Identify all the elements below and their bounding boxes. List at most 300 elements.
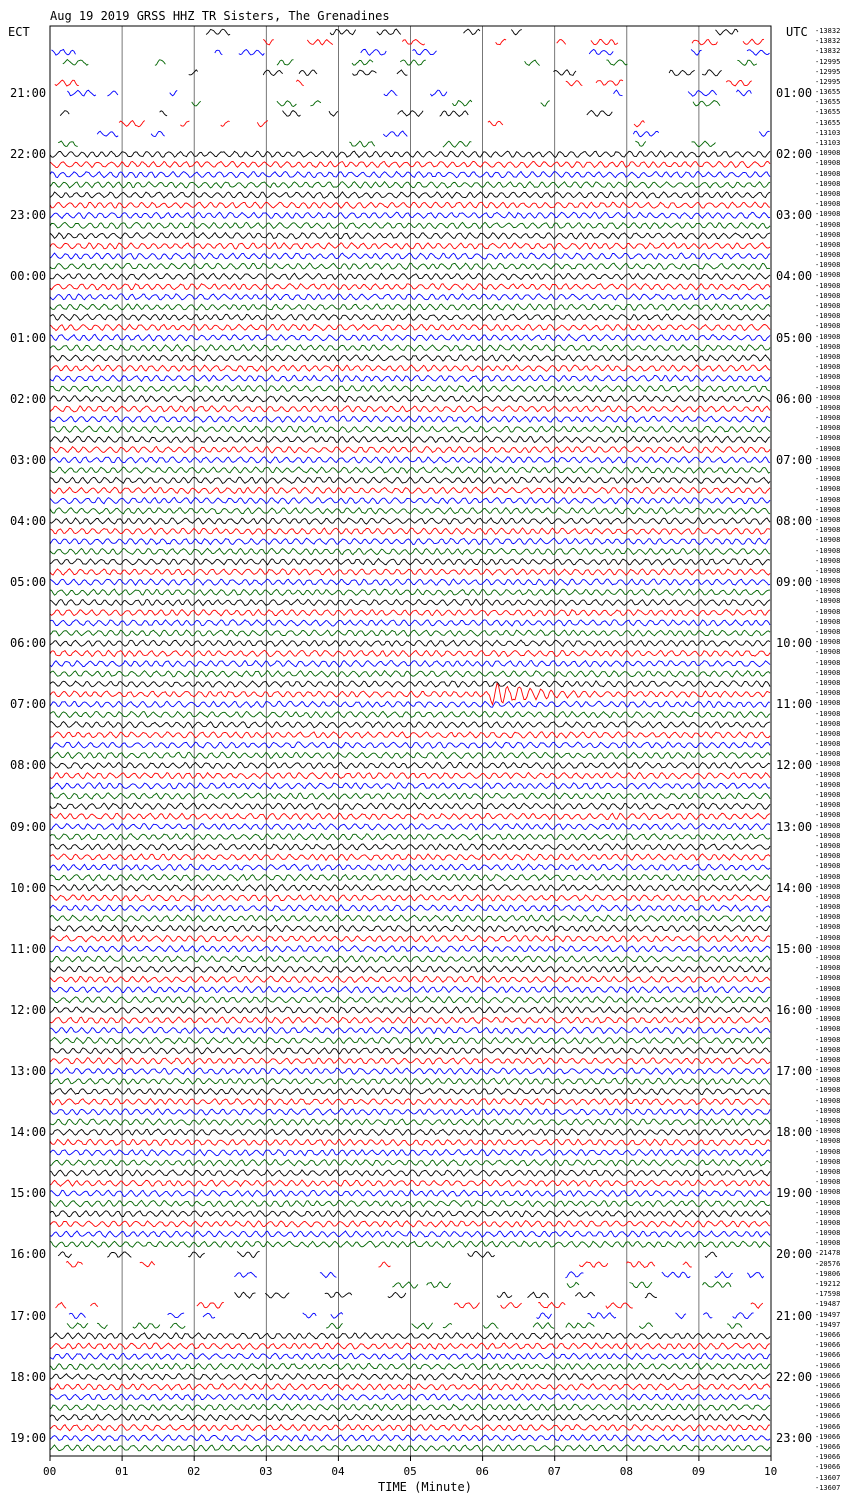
trace-line bbox=[50, 732, 770, 738]
trace-offset-label: -10908 bbox=[815, 801, 841, 810]
trace-line bbox=[50, 793, 770, 799]
trace-line bbox=[596, 80, 623, 85]
trace-row-50 bbox=[50, 538, 770, 544]
x-tick-label: 10 bbox=[764, 1465, 778, 1478]
trace-line bbox=[50, 365, 770, 371]
trace-offset-label: -10908 bbox=[815, 1106, 841, 1115]
trace-offset-label: -10908 bbox=[815, 393, 841, 402]
trace-line bbox=[97, 131, 118, 137]
trace-offset-label: -10908 bbox=[815, 546, 841, 555]
trace-line bbox=[299, 70, 317, 75]
trace-row-74 bbox=[50, 783, 770, 789]
right-hour-label: 11:00 bbox=[776, 697, 813, 712]
trace-offset-label: -20576 bbox=[815, 1259, 841, 1268]
trace-line bbox=[691, 49, 702, 55]
trace-line bbox=[533, 1323, 554, 1329]
trace-line bbox=[645, 1293, 657, 1298]
left-hour-label: 22:00 bbox=[10, 147, 47, 162]
trace-line bbox=[50, 905, 770, 911]
trace-line bbox=[50, 1190, 770, 1196]
trace-offset-label: -10908 bbox=[815, 577, 841, 586]
trace-row-83 bbox=[50, 874, 770, 880]
trace-line bbox=[50, 834, 770, 840]
trace-line bbox=[50, 386, 770, 392]
trace-offset-label: -10908 bbox=[815, 332, 841, 341]
trace-line bbox=[50, 294, 770, 300]
x-tick-label: 02 bbox=[187, 1465, 201, 1478]
trace-line bbox=[50, 640, 770, 646]
trace-line bbox=[50, 1180, 770, 1186]
trace-line bbox=[692, 40, 718, 45]
trace-line bbox=[635, 141, 646, 146]
trace-row-123 bbox=[392, 1282, 731, 1288]
trace-row-18 bbox=[50, 212, 770, 218]
trace-offset-label: -10908 bbox=[815, 974, 841, 983]
trace-offset-label: -13103 bbox=[815, 128, 841, 137]
trace-line bbox=[326, 1323, 343, 1328]
trace-row-105 bbox=[50, 1099, 770, 1105]
trace-line bbox=[50, 324, 770, 330]
trace-line bbox=[50, 1384, 770, 1390]
trace-line bbox=[383, 131, 407, 137]
trace-row-93 bbox=[50, 976, 770, 982]
trace-line bbox=[483, 1323, 498, 1328]
trace-offset-label: -10908 bbox=[815, 1239, 841, 1248]
trace-row-40 bbox=[50, 436, 770, 442]
trace-row-21 bbox=[50, 243, 770, 249]
trace-row-19 bbox=[50, 222, 770, 228]
trace-row-92 bbox=[50, 966, 770, 972]
trace-row-94 bbox=[50, 986, 770, 992]
trace-offset-label: -10908 bbox=[815, 913, 841, 922]
trace-offset-label: -10908 bbox=[815, 1198, 841, 1207]
trace-row-137 bbox=[50, 1425, 770, 1431]
trace-row-122 bbox=[234, 1272, 763, 1278]
time-gridlines bbox=[50, 26, 771, 1461]
trace-line bbox=[50, 1170, 770, 1176]
trace-line bbox=[733, 1313, 754, 1319]
trace-offset-label: -10908 bbox=[815, 1045, 841, 1054]
trace-offset-label: -10908 bbox=[815, 240, 841, 249]
trace-offset-label: -19066 bbox=[815, 1453, 841, 1462]
trace-row-7 bbox=[192, 100, 720, 106]
trace-row-37 bbox=[50, 406, 770, 412]
trace-offset-label: -19487 bbox=[815, 1300, 841, 1309]
trace-line bbox=[192, 101, 201, 106]
trace-row-133 bbox=[50, 1384, 770, 1390]
trace-row-8 bbox=[60, 110, 612, 116]
trace-row-14 bbox=[50, 172, 770, 178]
trace-row-90 bbox=[50, 946, 770, 952]
trace-row-64 bbox=[50, 681, 770, 687]
trace-line bbox=[55, 80, 79, 86]
trace-row-76 bbox=[50, 803, 770, 809]
trace-offset-label: -10908 bbox=[815, 465, 841, 474]
trace-row-129 bbox=[50, 1343, 770, 1349]
left-hour-label: 18:00 bbox=[10, 1369, 47, 1384]
trace-row-45 bbox=[50, 487, 770, 493]
trace-line bbox=[221, 121, 230, 126]
x-tick-label: 00 bbox=[43, 1465, 57, 1478]
trace-row-57 bbox=[50, 610, 770, 616]
trace-offset-label: -10908 bbox=[815, 556, 841, 565]
trace-offset-label: -13655 bbox=[815, 118, 841, 127]
trace-offset-label: -10908 bbox=[815, 607, 841, 616]
trace-line bbox=[50, 701, 770, 707]
trace-line bbox=[50, 711, 770, 717]
trace-line bbox=[538, 1302, 565, 1307]
trace-offset-label: -10908 bbox=[815, 780, 841, 789]
trace-row-81 bbox=[50, 854, 770, 860]
trace-line bbox=[50, 518, 770, 524]
left-hour-label: 23:00 bbox=[10, 208, 47, 223]
trace-line bbox=[50, 1058, 770, 1064]
trace-line bbox=[557, 40, 566, 45]
trace-offset-label: -10908 bbox=[815, 852, 841, 861]
trace-line bbox=[633, 131, 659, 137]
left-hour-label: 07:00 bbox=[10, 697, 47, 712]
trace-line bbox=[50, 569, 770, 575]
trace-line bbox=[397, 70, 408, 76]
trace-row-54 bbox=[50, 579, 770, 585]
trace-offset-label: -10908 bbox=[815, 587, 841, 596]
trace-line bbox=[107, 1252, 131, 1257]
left-timezone-label: ECT bbox=[8, 25, 30, 39]
trace-row-34 bbox=[50, 375, 770, 381]
trace-line bbox=[50, 559, 770, 565]
trace-row-56 bbox=[50, 599, 770, 605]
trace-offset-label: -10908 bbox=[815, 841, 841, 850]
trace-line bbox=[50, 1109, 770, 1115]
trace-row-23 bbox=[50, 263, 770, 269]
trace-row-96 bbox=[50, 1007, 770, 1013]
trace-line bbox=[90, 1303, 98, 1306]
trace-line bbox=[60, 111, 69, 116]
trace-offset-label: -10908 bbox=[815, 495, 841, 504]
trace-row-73 bbox=[50, 773, 770, 779]
trace-row-106 bbox=[50, 1109, 770, 1115]
trace-line bbox=[702, 70, 722, 76]
trace-offset-label: -10908 bbox=[815, 1167, 841, 1176]
trace-line bbox=[50, 508, 770, 514]
trace-line bbox=[97, 1323, 108, 1328]
trace-offset-label: -13607 bbox=[815, 1483, 841, 1492]
trace-offset-label: -10908 bbox=[815, 149, 841, 158]
trace-line bbox=[50, 1200, 770, 1206]
trace-offset-label: -10908 bbox=[815, 668, 841, 677]
left-hour-label: 09:00 bbox=[10, 819, 47, 834]
trace-row-84 bbox=[50, 885, 770, 891]
trace-line bbox=[715, 1272, 733, 1278]
trace-line bbox=[430, 90, 447, 96]
trace-offset-label: -10908 bbox=[815, 811, 841, 820]
trace-line bbox=[263, 39, 274, 45]
trace-line bbox=[379, 1262, 391, 1267]
trace-offset-label: -10908 bbox=[815, 475, 841, 484]
trace-line bbox=[239, 50, 264, 56]
trace-offset-label: -10908 bbox=[815, 689, 841, 698]
trace-line bbox=[50, 681, 770, 687]
trace-row-65 bbox=[50, 683, 770, 704]
trace-line bbox=[50, 997, 770, 1003]
right-hour-label: 14:00 bbox=[776, 880, 813, 895]
trace-line bbox=[50, 1048, 770, 1054]
trace-line bbox=[50, 742, 770, 748]
trace-offset-label: -10908 bbox=[815, 322, 841, 331]
trace-offset-label: -10908 bbox=[815, 597, 841, 606]
trace-line bbox=[140, 1262, 155, 1267]
trace-offset-label: -17598 bbox=[815, 1290, 841, 1299]
trace-offset-label: -10908 bbox=[815, 383, 841, 392]
trace-offset-label: -10908 bbox=[815, 729, 841, 738]
trace-line bbox=[579, 1262, 608, 1267]
trace-line bbox=[413, 50, 437, 55]
trace-row-138 bbox=[50, 1435, 770, 1441]
trace-line bbox=[537, 1313, 552, 1319]
right-hour-label: 02:00 bbox=[776, 147, 813, 162]
trace-line bbox=[412, 1323, 433, 1329]
trace-line bbox=[50, 1017, 770, 1023]
trace-row-27 bbox=[50, 304, 770, 310]
trace-line bbox=[50, 1333, 770, 1339]
right-hour-label: 01:00 bbox=[776, 86, 813, 101]
trace-line bbox=[50, 683, 770, 704]
trace-offset-label: -10908 bbox=[815, 628, 841, 637]
trace-line bbox=[50, 1414, 770, 1420]
trace-line bbox=[50, 355, 770, 361]
trace-row-68 bbox=[50, 722, 770, 728]
trace-line bbox=[50, 599, 770, 605]
trace-offset-label: -10908 bbox=[815, 984, 841, 993]
trace-line bbox=[747, 1273, 764, 1278]
trace-row-29 bbox=[50, 324, 770, 330]
trace-line bbox=[349, 141, 375, 147]
trace-offset-label: -10908 bbox=[815, 505, 841, 514]
trace-offset-label: -13607 bbox=[815, 1473, 841, 1482]
trace-line bbox=[50, 1139, 770, 1145]
trace-line bbox=[541, 101, 550, 106]
trace-offset-label: -19066 bbox=[815, 1351, 841, 1360]
trace-line bbox=[63, 60, 89, 66]
trace-offset-label: -10908 bbox=[815, 750, 841, 759]
trace-line bbox=[606, 1303, 633, 1309]
trace-line bbox=[330, 29, 356, 34]
trace-line bbox=[443, 141, 472, 147]
trace-offset-label: -19212 bbox=[815, 1280, 841, 1288]
trace-line bbox=[50, 222, 770, 228]
left-hour-label: 12:00 bbox=[10, 1002, 47, 1017]
trace-offset-label: -19066 bbox=[815, 1443, 841, 1451]
trace-line bbox=[66, 1262, 83, 1267]
trace-row-85 bbox=[50, 895, 770, 901]
trace-line bbox=[352, 60, 373, 65]
left-hour-label: 04:00 bbox=[10, 513, 47, 528]
trace-line bbox=[50, 447, 770, 453]
trace-line bbox=[50, 498, 770, 504]
trace-offset-label: -19066 bbox=[815, 1330, 841, 1339]
trace-line bbox=[759, 131, 770, 136]
trace-row-91 bbox=[50, 956, 770, 962]
trace-offset-label: -10908 bbox=[815, 760, 841, 769]
trace-line bbox=[50, 844, 770, 850]
trace-offset-label: -10908 bbox=[815, 1086, 841, 1095]
trace-line bbox=[50, 783, 770, 789]
trace-line bbox=[50, 671, 770, 677]
trace-offset-label: -10908 bbox=[815, 658, 841, 667]
trace-row-120 bbox=[58, 1252, 717, 1258]
trace-row-3 bbox=[63, 60, 757, 66]
trace-row-17 bbox=[50, 202, 770, 208]
trace-line bbox=[575, 1292, 595, 1297]
trace-offset-label: -10908 bbox=[815, 994, 841, 1003]
trace-offset-label: -10908 bbox=[815, 1127, 841, 1136]
trace-offset-label: -10908 bbox=[815, 536, 841, 545]
trace-row-109 bbox=[50, 1139, 770, 1145]
trace-line bbox=[50, 1149, 770, 1155]
trace-row-41 bbox=[50, 447, 770, 453]
right-hour-label: 19:00 bbox=[776, 1186, 813, 1201]
trace-line bbox=[50, 375, 770, 381]
trace-offset-label: -10908 bbox=[815, 1076, 841, 1085]
trace-offset-label: -19066 bbox=[815, 1392, 841, 1401]
trace-line bbox=[331, 1313, 343, 1319]
trace-line bbox=[50, 650, 770, 656]
trace-line bbox=[692, 141, 716, 147]
trace-offset-label: -10908 bbox=[815, 923, 841, 932]
trace-line bbox=[50, 304, 770, 310]
trace-row-86 bbox=[50, 905, 770, 911]
trace-offset-label: -12995 bbox=[815, 77, 841, 86]
trace-line bbox=[50, 467, 770, 473]
right-hour-label: 12:00 bbox=[776, 758, 813, 773]
left-hour-label: 00:00 bbox=[10, 269, 47, 284]
trace-offset-label: -10908 bbox=[815, 1117, 841, 1125]
trace-line bbox=[50, 895, 770, 901]
trace-offset-label: -10908 bbox=[815, 831, 841, 840]
trace-line bbox=[639, 1323, 653, 1329]
trace-line bbox=[170, 90, 178, 96]
trace-offset-label: -10908 bbox=[815, 617, 841, 626]
trace-offset-label: -10908 bbox=[815, 444, 841, 453]
trace-row-101 bbox=[50, 1058, 770, 1064]
trace-row-112 bbox=[50, 1170, 770, 1176]
trace-offset-label: -10908 bbox=[815, 1208, 841, 1217]
trace-line bbox=[50, 243, 770, 249]
left-hour-label: 13:00 bbox=[10, 1064, 47, 1079]
trace-offset-label: -19066 bbox=[815, 1381, 841, 1390]
trace-line bbox=[497, 1292, 512, 1297]
trace-line bbox=[50, 1221, 770, 1227]
trace-row-124 bbox=[235, 1292, 657, 1298]
right-hour-label: 23:00 bbox=[776, 1430, 813, 1445]
trace-line bbox=[50, 1129, 770, 1135]
trace-offset-label: -10908 bbox=[815, 954, 841, 963]
trace-line bbox=[50, 1099, 770, 1105]
trace-offset-label: -10908 bbox=[815, 485, 841, 494]
left-hour-label: 08:00 bbox=[10, 758, 47, 773]
trace-row-79 bbox=[50, 834, 770, 840]
right-hour-label: 22:00 bbox=[776, 1369, 813, 1384]
trace-offset-label: -13655 bbox=[815, 108, 841, 117]
trace-line bbox=[50, 1231, 770, 1237]
trace-line bbox=[50, 885, 770, 891]
trace-line bbox=[705, 1252, 717, 1257]
trace-line bbox=[197, 1302, 224, 1308]
trace-offset-label: -10908 bbox=[815, 281, 841, 290]
trace-line bbox=[591, 39, 618, 44]
trace-row-38 bbox=[50, 416, 770, 422]
trace-row-12 bbox=[50, 151, 770, 157]
trace-line bbox=[50, 436, 770, 442]
trace-row-62 bbox=[50, 661, 770, 667]
right-hour-label: 18:00 bbox=[776, 1125, 813, 1140]
trace-line bbox=[50, 620, 770, 626]
left-hour-label: 15:00 bbox=[10, 1186, 47, 1201]
right-hour-label: 13:00 bbox=[776, 819, 813, 834]
trace-line bbox=[160, 111, 168, 116]
trace-row-39 bbox=[50, 426, 770, 432]
trace-line bbox=[468, 1252, 495, 1258]
trace-line bbox=[50, 334, 770, 340]
trace-line bbox=[50, 874, 770, 880]
right-hour-label: 16:00 bbox=[776, 1002, 813, 1017]
trace-offset-label: -10908 bbox=[815, 302, 841, 311]
trace-line bbox=[133, 1323, 160, 1329]
trace-offset-label: -10908 bbox=[815, 352, 841, 361]
trace-row-13 bbox=[50, 161, 770, 167]
trace-line bbox=[50, 1394, 770, 1400]
trace-line bbox=[566, 81, 583, 86]
trace-line bbox=[443, 1324, 452, 1328]
trace-offset-label: -10908 bbox=[815, 434, 841, 443]
right-hour-label: 06:00 bbox=[776, 391, 813, 406]
trace-line bbox=[180, 121, 189, 126]
trace-line bbox=[265, 1293, 289, 1298]
right-hour-label: 03:00 bbox=[776, 208, 813, 223]
left-hour-label: 14:00 bbox=[10, 1125, 47, 1140]
trace-line bbox=[683, 1262, 692, 1267]
trace-offset-label: -10908 bbox=[815, 964, 841, 973]
trace-line bbox=[50, 1211, 770, 1217]
left-hour-label: 10:00 bbox=[10, 880, 47, 895]
trace-row-22 bbox=[50, 253, 770, 259]
trace-line bbox=[50, 1445, 770, 1451]
trace-line bbox=[669, 70, 695, 75]
trace-row-52 bbox=[50, 559, 770, 565]
trace-row-70 bbox=[50, 742, 770, 748]
trace-row-36 bbox=[50, 396, 770, 402]
trace-offset-label: -10908 bbox=[815, 414, 841, 423]
right-hour-label: 04:00 bbox=[776, 269, 813, 284]
trace-row-24 bbox=[50, 273, 770, 279]
trace-line bbox=[50, 1007, 770, 1013]
trace-line bbox=[50, 396, 770, 402]
trace-row-60 bbox=[50, 640, 770, 646]
trace-offset-label: -10908 bbox=[815, 189, 841, 198]
left-hour-label: 17:00 bbox=[10, 1308, 47, 1323]
trace-row-98 bbox=[50, 1027, 770, 1033]
trace-offset-label: -19066 bbox=[815, 1361, 841, 1370]
trace-line bbox=[50, 762, 770, 768]
trace-offset-label: -13832 bbox=[815, 27, 841, 35]
trace-offset-label: -19066 bbox=[815, 1402, 841, 1411]
trace-offset-label: -10908 bbox=[815, 1137, 841, 1146]
trace-line bbox=[50, 273, 770, 279]
trace-offset-label: -10908 bbox=[815, 699, 841, 708]
trace-line bbox=[50, 936, 770, 942]
trace-offset-label: -10908 bbox=[815, 515, 841, 524]
trace-line bbox=[392, 1282, 418, 1288]
